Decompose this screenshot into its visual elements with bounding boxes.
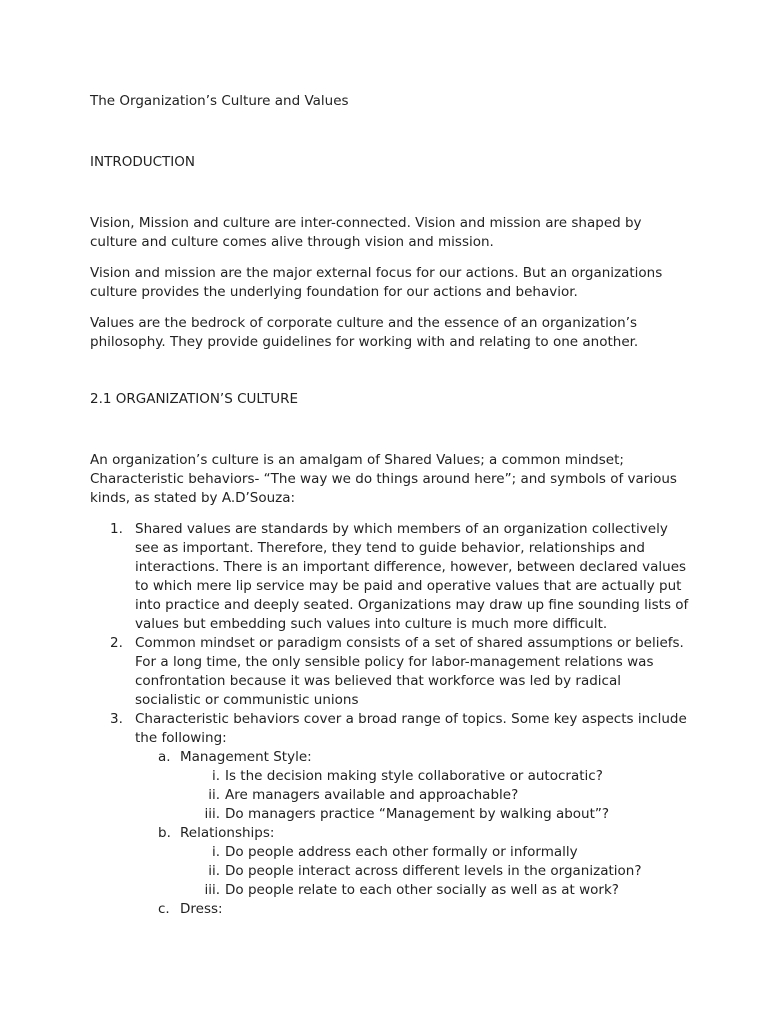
list-item-text: Common mindset or paradigm consists of a set of shared assumptions or beliefs. For a long time, the only sensible policy for labor-management relations was confrontation because it was believed that workforce was led by radical socialistic or communistic unions — [135, 635, 684, 708]
document-page — [90, 92, 690, 919]
roman-numeral: i. — [211, 768, 220, 784]
sub-list-item — [135, 824, 690, 900]
sub-list-label: Dress: — [180, 901, 223, 917]
list-item-text: Shared values are standards by which members of an organization collectively see as important. Therefore, they tend to guide behavior, relationships and interactions. There is an important difference, however, between declared values to which mere lip service may be paid and operative values that are actually put into practice and deeply seated. Organizations may draw up fine sounding lists of values but embedding such values into culture is much more difficult. — [135, 521, 689, 632]
question-text: Do people relate to each other socially as well as at work? — [225, 882, 619, 898]
question-list — [180, 843, 690, 900]
list-number: 1. — [110, 521, 123, 537]
question-text: Do people interact across different levels in the organization? — [225, 863, 642, 879]
list-item — [90, 710, 690, 919]
sub-list-letter: b. — [158, 825, 171, 841]
roman-numeral: ii. — [208, 787, 220, 803]
intro-paragraph-2: Vision and mission are the major external focus for our actions. But an organizations culture provides the underlying foundation for our actions and behavior. — [90, 265, 663, 300]
question-item — [180, 843, 690, 862]
intro-paragraph-1: Vision, Mission and culture are inter-connected. Vision and mission are shaped by culture and culture comes alive through vision and mission. — [90, 215, 642, 250]
sub-list-label: Relationships: — [180, 825, 275, 841]
question-list — [180, 767, 690, 824]
question-item — [180, 767, 690, 786]
sub-list-item — [135, 900, 690, 919]
question-text: Is the decision making style collaborative or autocratic? — [225, 768, 603, 784]
list-number: 3. — [110, 711, 123, 727]
roman-numeral: iii. — [204, 806, 220, 822]
roman-numeral: iii. — [204, 882, 220, 898]
list-item-text: Characteristic behaviors cover a broad range of topics. Some key aspects include the following: — [135, 711, 687, 746]
question-text: Do people address each other formally or informally — [225, 844, 578, 860]
list-number: 2. — [110, 635, 123, 651]
sub-list-item — [135, 748, 690, 824]
culture-elements-list — [90, 520, 690, 919]
question-item — [180, 786, 690, 805]
section-intro-paragraph: An organization’s culture is an amalgam of Shared Values; a common mindset; Characteristic behaviors- “The way we do things around here”; and symbols of various kinds, as stated by A.D’Souza: — [90, 452, 677, 506]
list-item — [90, 520, 690, 634]
sub-list-label: Management Style: — [180, 749, 312, 765]
introduction-heading: INTRODUCTION — [90, 154, 195, 170]
behavior-aspects-list — [135, 748, 690, 919]
sub-list-letter: c. — [158, 901, 170, 917]
sub-list-letter: a. — [158, 749, 171, 765]
section-heading: 2.1 ORGANIZATION’S CULTURE — [90, 391, 299, 407]
question-text: Do managers practice “Management by walking about”? — [225, 806, 610, 822]
document-title: The Organization’s Culture and Values — [90, 93, 349, 109]
intro-paragraph-3: Values are the bedrock of corporate culture and the essence of an organization’s philosophy. They provide guidelines for working with and relating to one another. — [90, 315, 639, 350]
question-item — [180, 881, 690, 900]
question-text: Are managers available and approachable? — [225, 787, 519, 803]
list-item — [90, 634, 690, 710]
roman-numeral: ii. — [208, 863, 220, 879]
question-item — [180, 862, 690, 881]
roman-numeral: i. — [211, 844, 220, 860]
question-item — [180, 805, 690, 824]
